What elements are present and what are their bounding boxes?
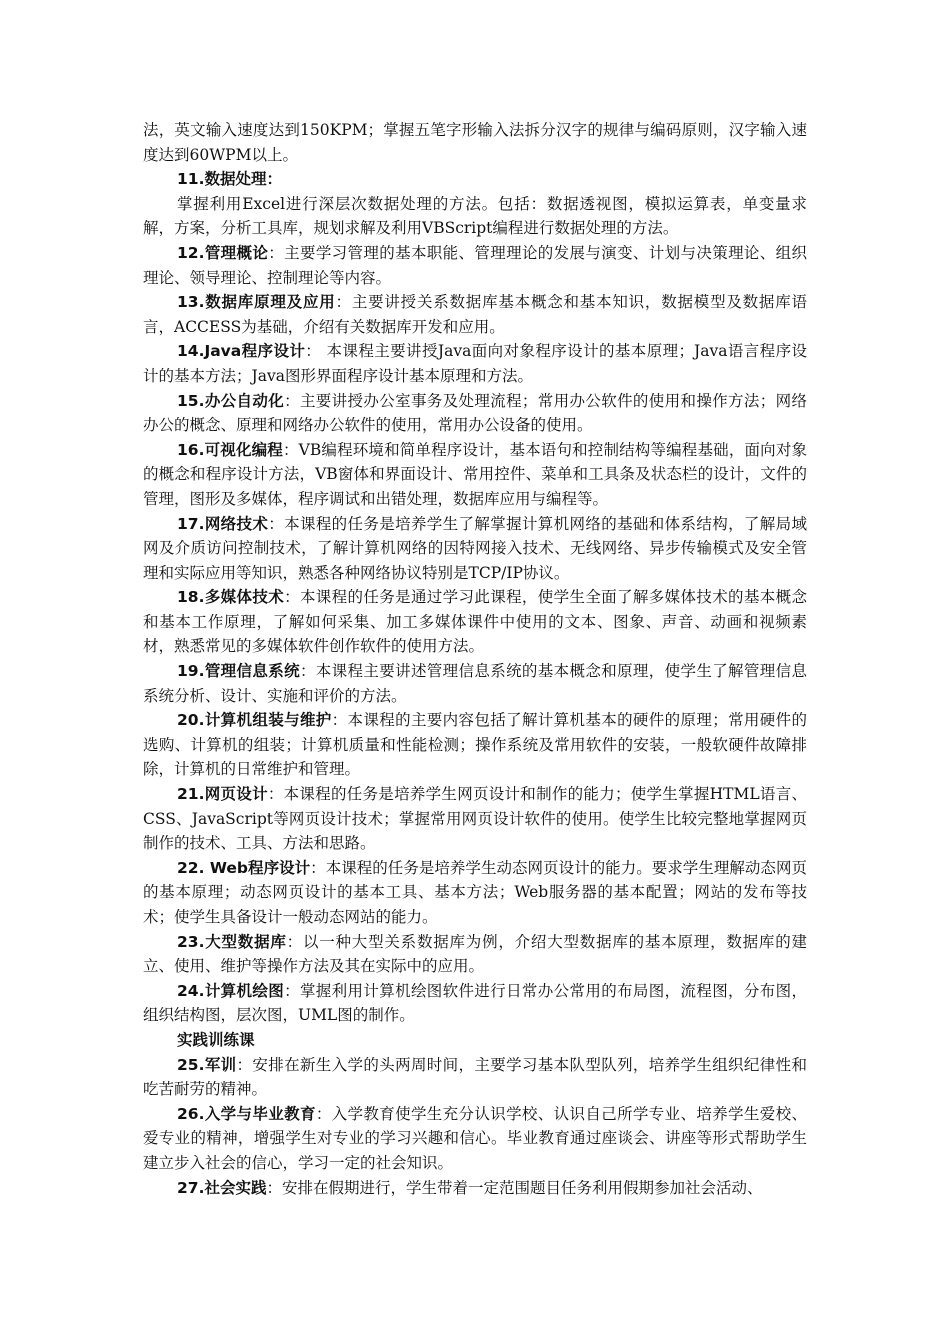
practice-title: 27.社会实践: [177, 1178, 267, 1197]
course-desc: ：主要学习管理的基本职能、管理理论的发展与演变、计划与决策理论、组织理论、领导理论、控制理论等内容。: [143, 243, 807, 287]
course-paragraph-large-database: [143, 930, 807, 979]
course-title: 19.管理信息系统: [177, 662, 300, 681]
practice-desc: ：入学教育使学生充分认识学校、认识自己所学专业、培养学生爱校、爱专业的精神，增强学生对专业的学习兴趣和信心。毕业教育通过座谈会、讲座等形式帮助学生建立步入社会的信心，学习一定的社会知识。: [143, 1104, 807, 1172]
practice-title: 25.军训: [177, 1055, 237, 1074]
course-desc: ：以一种大型关系数据库为例，介绍大型数据库的基本原理，数据库的建立、使用、维护等操作方法及其在实际中的应用。: [143, 932, 807, 976]
course-title: 23.大型数据库: [177, 932, 287, 951]
course-paragraph-drawing: [143, 979, 807, 1028]
course-title: 24.计算机绘图: [177, 981, 285, 1000]
course-desc: ：本课程的任务是通过学习此课程，使学生全面了解多媒体技术的基本概念和基本工作原理，了解如何采集、加工多媒体课件中使用的文本、图象、声音、动画和视频素材，熟悉常见的多媒体软件创作软件的使用方法。: [143, 588, 807, 656]
course-desc: ： 本课程主要讲授Java面向对象程序设计的基本原理；Java语言程序设计的基本方法；Java图形界面程序设计基本原理和方法。: [143, 342, 807, 385]
course-paragraph-hardware: [143, 708, 807, 782]
continuation-paragraph: 法，英文输入速度达到150KPM；掌握五笔字形输入法拆分汉字的规律与编码原则，汉字输入速度达到60WPM以上。: [143, 121, 807, 164]
course-paragraph-java: [143, 339, 807, 388]
document-page: [143, 118, 807, 1200]
course-desc: ：本课程的任务是培养学生网页设计和制作的能力；使学生掌握HTML语言、CSS、JavaScript等网页设计技术；掌握常用网页设计软件的使用。使学生比较完整地掌握网页制作的技术、工具、方法和思路。: [143, 785, 807, 853]
course-title: 20.计算机组装与维护: [177, 711, 332, 730]
course-title: 18.多媒体技术: [177, 588, 285, 607]
practice-paragraph-education: [143, 1102, 807, 1176]
course-paragraph-web-programming: [143, 856, 807, 930]
practice-paragraph-social: [143, 1176, 807, 1201]
course-desc: ：VB编程环境和简单程序设计，基本语句和控制结构等编程基础，面向对象的概念和程序设计方法，VB窗体和界面设计、常用控件、菜单和工具条及状态栏的设计，文件的管理，图形及多媒体，程序调试和出错处理，数据库应用与编程等。: [143, 440, 807, 508]
practice-paragraph-military: [143, 1053, 807, 1102]
practice-desc: ：安排在新生入学的头两周时间，主要学习基本队型队列，培养学生组织纪律性和吃苦耐劳的精神。: [143, 1055, 807, 1099]
course-paragraph-management: [143, 241, 807, 290]
course-paragraph-network: [143, 512, 807, 586]
course-title: 14.Java程序设计: [177, 342, 306, 361]
course-desc: ：掌握利用计算机绘图软件进行日常办公常用的布局图，流程图，分布图，组织结构图，层次图，UML图的制作。: [143, 981, 807, 1025]
course-desc: ：本课程的任务是培养学生了解掌握计算机网络的基础和体系结构，了解局域网及介质访问控制技术，了解计算机网络的因特网接入技术、无线网络、异步传输模式及安全管理和实际应用等知识，熟悉各种网络协议特别是TCP/IP协议。: [143, 514, 807, 582]
course-paragraph-visual-programming: [143, 438, 807, 512]
course-title: 13.数据库原理及应用: [177, 293, 336, 312]
course-paragraph-web-design: [143, 782, 807, 856]
course-paragraph-database: [143, 290, 807, 339]
course-title: 17.网络技术: [177, 514, 269, 533]
course-title: 22. Web程序设计: [177, 858, 311, 877]
practice-title: 26.入学与毕业教育: [177, 1104, 316, 1123]
course-heading-data-processing: 11.数据处理：: [177, 170, 282, 189]
course-title: 12.管理概论: [177, 243, 269, 262]
course-desc: ：本课程的主要内容包括了解计算机基本的硬件的原理；常用硬件的选购、计算机的组装；计算机质量和性能检测；操作系统及常用软件的安装，一般软硬件故障排除，计算机的日常维护和管理。: [143, 711, 807, 779]
course-paragraph-mis: [143, 659, 807, 708]
course-desc: ：主要讲授办公室事务及处理流程；常用办公软件的使用和操作方法；网络办公的概念、原理和网络办公软件的使用，常用办公设备的使用。: [143, 391, 807, 435]
section-heading-practice: 实践训练课: [177, 1030, 255, 1049]
course-title: 21.网页设计: [177, 785, 268, 804]
course-title: 15.办公自动化: [177, 391, 285, 410]
course-desc: ：本课程主要讲述管理信息系统的基本概念和原理，使学生了解管理信息系统分析、设计、实施和评价的方法。: [143, 662, 807, 705]
course-paragraph-data-processing: 掌握利用Excel进行深层次数据处理的方法。包括：数据透视图，模拟运算表，单变量求解，方案，分析工具库，规划求解及利用VBScript编程进行数据处理的方法。: [143, 194, 807, 238]
course-desc: ：主要讲授关系数据库基本概念和基本知识，数据模型及数据库语言，ACCESS为基础，介绍有关数据库开发和应用。: [143, 293, 807, 336]
course-title: 16.可视化编程: [177, 440, 283, 459]
course-paragraph-office-automation: [143, 389, 807, 438]
course-desc: ：本课程的任务是培养学生动态网页设计的能力。要求学生理解动态网页的基本原理；动态网页设计的基本工具、基本方法；Web服务器的基本配置；网站的发布等技术；使学生具备设计一般动态网站的能力。: [143, 858, 807, 926]
course-paragraph-multimedia: [143, 585, 807, 659]
practice-desc: ：安排在假期进行，学生带着一定范围题目任务利用假期参加社会活动、: [266, 1178, 763, 1197]
